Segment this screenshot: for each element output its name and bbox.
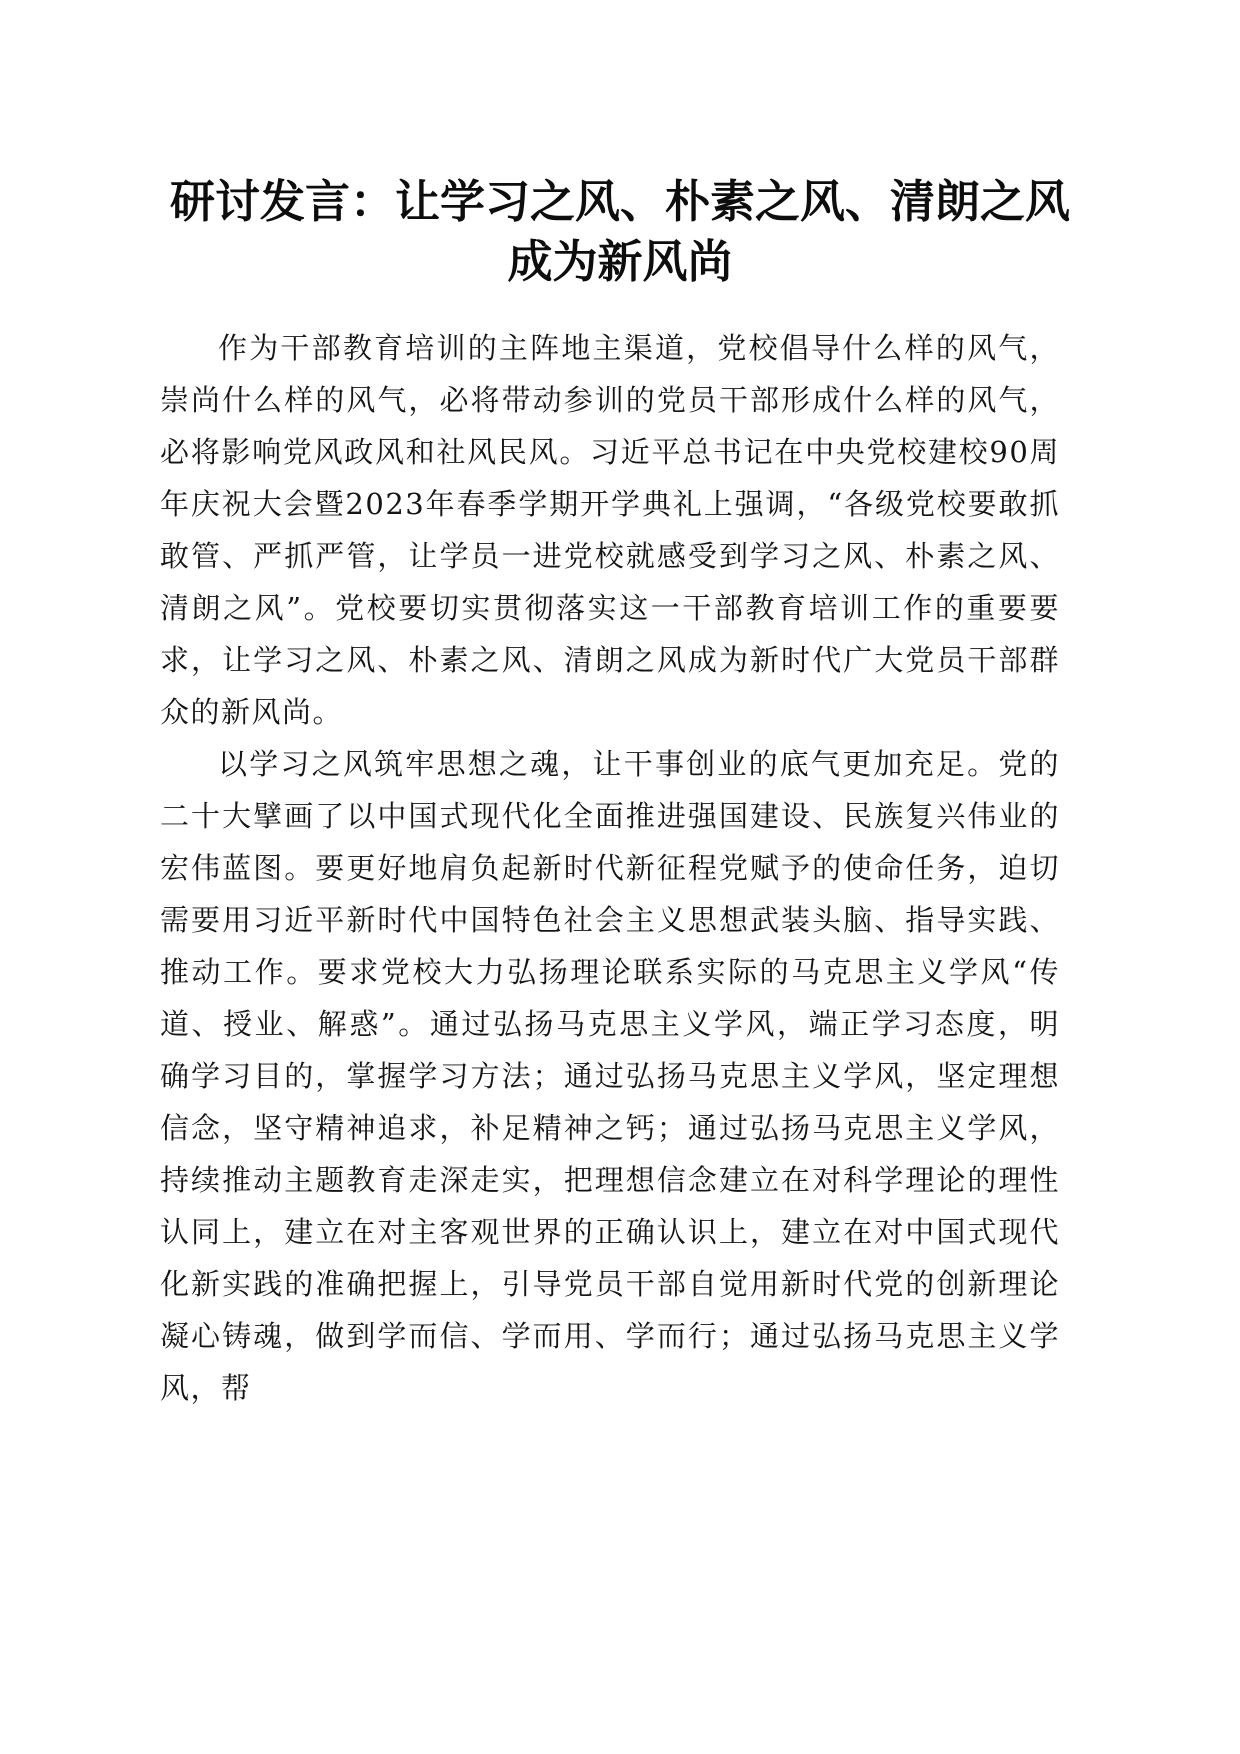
title-line-1: 研讨发言：让学习之风、朴素之风、清朗之风 [169,175,1070,228]
document-body [160,322,1060,1414]
title-line-2: 成为新风尚 [507,235,733,288]
document-title [150,172,1090,292]
body-paragraph-2: 以学习之风筑牢思想之魂，让干事创业的底气更加充足。党的二十大擘画了以中国式现代化全面推进强国建设、民族复兴伟业的宏伟蓝图。要更好地肩负起新时代新征程党赋予的使命任务，迫切需要用习近平新时代中国特色社会主义思想武装头脑、指导实践、推动工作。要求党校大力弘扬理论联系实际的马克思主义学风“传道、授业、解惑”。通过弘扬马克思主义学风，端正学习态度，明确学习目的，掌握学习方法；通过弘扬马克思主义学风，坚定理想信念，坚守精神追求，补足精神之钙；通过弘扬马克思主义学风，持续推动主题教育走深走实，把理想信念建立在对科学理论的理性认同上，建立在对主客观世界的正确认识上，建立在对中国式现代化新实践的准确把握上，引导党员干部自觉用新时代党的创新理论凝心铸魂，做到学而信、学而用、学而行；通过弘扬马克思主义学风，帮 [160,747,1060,1405]
body-paragraph-1: 作为干部教育培训的主阵地主渠道，党校倡导什么样的风气，崇尚什么样的风气，必将带动参训的党员干部形成什么样的风气，必将影响党风政风和社风民风。习近平总书记在中央党校建校90周年庆祝大会暨2023年春季学期开学典礼上强调，“各级党校要敢抓敢管、严抓严管，让学员一进党校就感受到学习之风、朴素之风、清朗之风”。党校要切实贯彻落实这一干部教育培训工作的重要要求，让学习之风、朴素之风、清朗之风成为新时代广大党员干部群众的新风尚。 [160,331,1060,729]
